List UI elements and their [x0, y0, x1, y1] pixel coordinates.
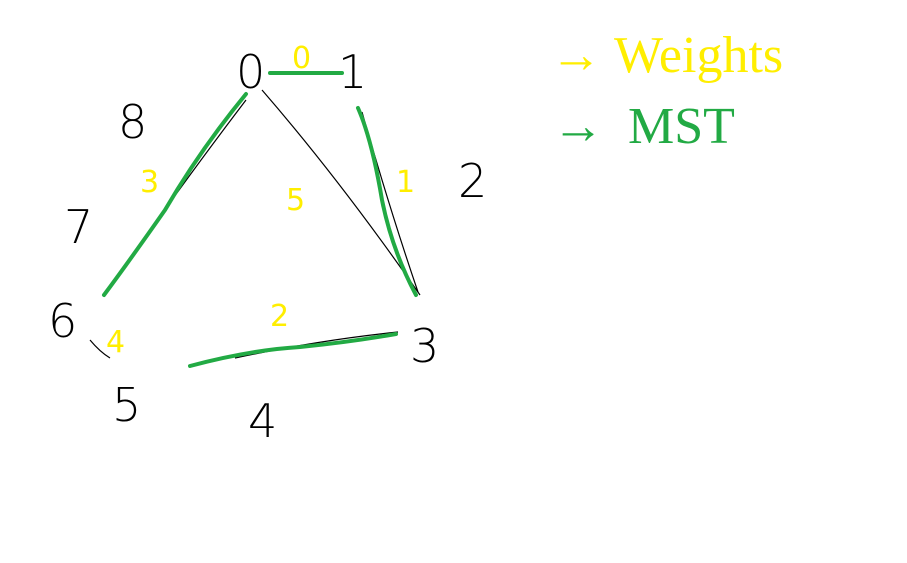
node-4: 4 [248, 394, 278, 448]
mst-edge-5-3 [190, 334, 396, 366]
node-3: 3 [410, 319, 440, 373]
weight-0-1: 0 [292, 41, 312, 76]
legend-weights-arrow: → [550, 27, 602, 84]
weight-6-5: 4 [106, 325, 126, 360]
node-6: 6 [48, 294, 78, 348]
node-2: 2 [458, 154, 488, 208]
node-1: 1 [338, 45, 368, 99]
legend-mst-label: MST [628, 98, 735, 155]
node-5: 5 [112, 378, 142, 432]
node-8: 8 [118, 95, 148, 149]
legend-weights-label: Weights [614, 27, 784, 84]
weight-0-3: 5 [286, 183, 306, 218]
weight-5-3: 2 [270, 299, 290, 334]
node-0: 0 [236, 45, 266, 99]
weight-0-6: 3 [140, 165, 160, 200]
legend-mst-arrow: → [552, 98, 604, 155]
weight-1-3: 1 [396, 165, 416, 200]
mst-edge-1-3 [358, 108, 416, 295]
node-7: 7 [64, 200, 94, 254]
